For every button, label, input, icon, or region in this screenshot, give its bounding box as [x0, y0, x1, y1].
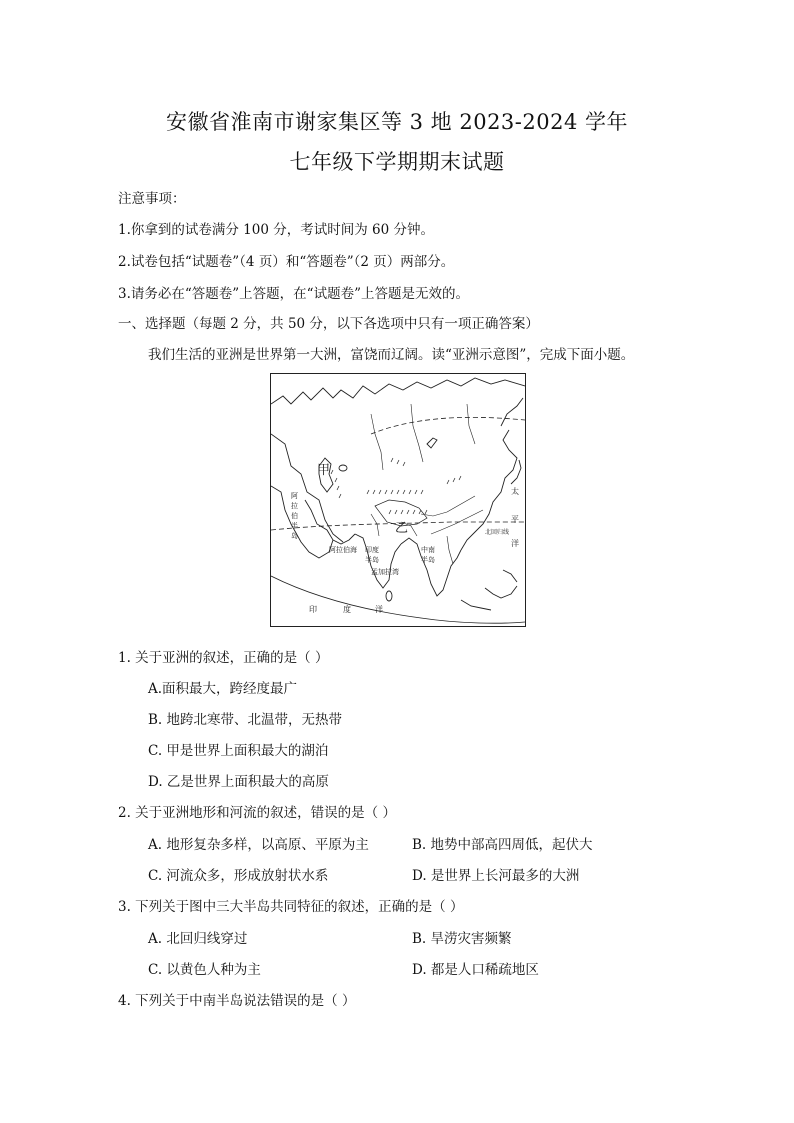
svg-text:平: 平 — [511, 515, 519, 524]
q1-option-c[interactable]: C. 甲是世界上面积最大的湖泊 — [148, 743, 329, 759]
page-title-line1: 安徽省淮南市谢家集区等 3 地 2023-2024 学年 — [165, 110, 629, 134]
q2-option-d[interactable]: D. 是世界上长河最多的大洲 — [412, 868, 580, 884]
q1-option-b[interactable]: B. 地跨北寒带、北温带，无热带 — [148, 712, 343, 728]
q2-option-a[interactable]: A. 地形复杂多样，以高原、平原为主 — [148, 837, 369, 853]
svg-text:印度: 印度 — [365, 546, 379, 554]
svg-text:洋: 洋 — [511, 539, 519, 548]
q1-option-a[interactable]: A.面积最大，跨经度最广 — [148, 681, 298, 697]
notice-heading: 注意事项： — [118, 191, 186, 207]
map-label-pacific-1: 太 — [511, 487, 519, 496]
question-4-stem: 4. 下列关于中南半岛说法错误的是（ ） — [118, 993, 356, 1009]
map-label-yi: 乙 — [395, 521, 409, 536]
q3-option-a[interactable]: A. 北回归线穿过 — [148, 931, 248, 947]
notice-item-1: 1.你拿到的试卷满分 100 分，考试时间为 60 分钟。 — [118, 222, 434, 238]
map-label-indian-ocean-1: 印 — [309, 605, 317, 614]
svg-text:伯: 伯 — [291, 512, 298, 520]
q2-option-b[interactable]: B. 地势中部高四周低，起伏大 — [412, 837, 593, 853]
svg-text:半岛: 半岛 — [421, 556, 435, 564]
map-label-arabian-sea: 阿拉伯海 — [329, 546, 357, 554]
map-label-arabia-1: 阿 — [291, 492, 298, 500]
map-label-tropic: 北回归线 — [485, 529, 510, 536]
q3-option-c[interactable]: C. 以黄色人种为主 — [148, 962, 261, 978]
map-label-jia: 甲 — [317, 463, 331, 478]
question-3-stem: 3. 下列关于图中三大半岛共同特征的叙述，正确的是（ ） — [118, 899, 464, 915]
svg-text:岛: 岛 — [291, 532, 298, 540]
section-heading: 一、选择题（每题 2 分，共 50 分，以下各选项中只有一项正确答案） — [118, 316, 539, 332]
svg-text:半: 半 — [291, 522, 298, 530]
notice-item-2: 2.试卷包括“试题卷”（4 页）和“答题卷”（2 页）两部分。 — [118, 254, 455, 270]
svg-text:拉: 拉 — [291, 502, 298, 510]
svg-text:度: 度 — [343, 605, 351, 614]
q1-option-d[interactable]: D. 乙是世界上面积最大的高原 — [148, 774, 329, 790]
page-title-line2: 七年级下学期期末试题 — [289, 150, 505, 174]
svg-text:洋: 洋 — [375, 605, 383, 614]
notice-item-3: 3.请务必在“答题卷”上答题，在“试题卷”上答题是无效的。 — [118, 286, 469, 302]
asia-map — [270, 373, 526, 627]
map-label-bengal: 孟加拉湾 — [371, 568, 399, 576]
question-1-stem: 1. 关于亚洲的叙述，正确的是（ ） — [118, 650, 329, 666]
question-2-stem: 2. 关于亚洲地形和河流的叙述，错误的是（ ） — [118, 805, 396, 821]
q2-option-c[interactable]: C. 河流众多，形成放射状水系 — [148, 868, 329, 884]
q3-option-b[interactable]: B. 旱涝灾害频繁 — [412, 931, 512, 947]
svg-text:中南: 中南 — [421, 546, 435, 554]
q3-option-d[interactable]: D. 都是人口稀疏地区 — [412, 962, 539, 978]
section-intro: 我们生活的亚洲是世界第一大洲，富饶而辽阔。读“亚洲示意图”，完成下面小题。 — [148, 347, 635, 363]
svg-text:半岛: 半岛 — [365, 556, 379, 564]
